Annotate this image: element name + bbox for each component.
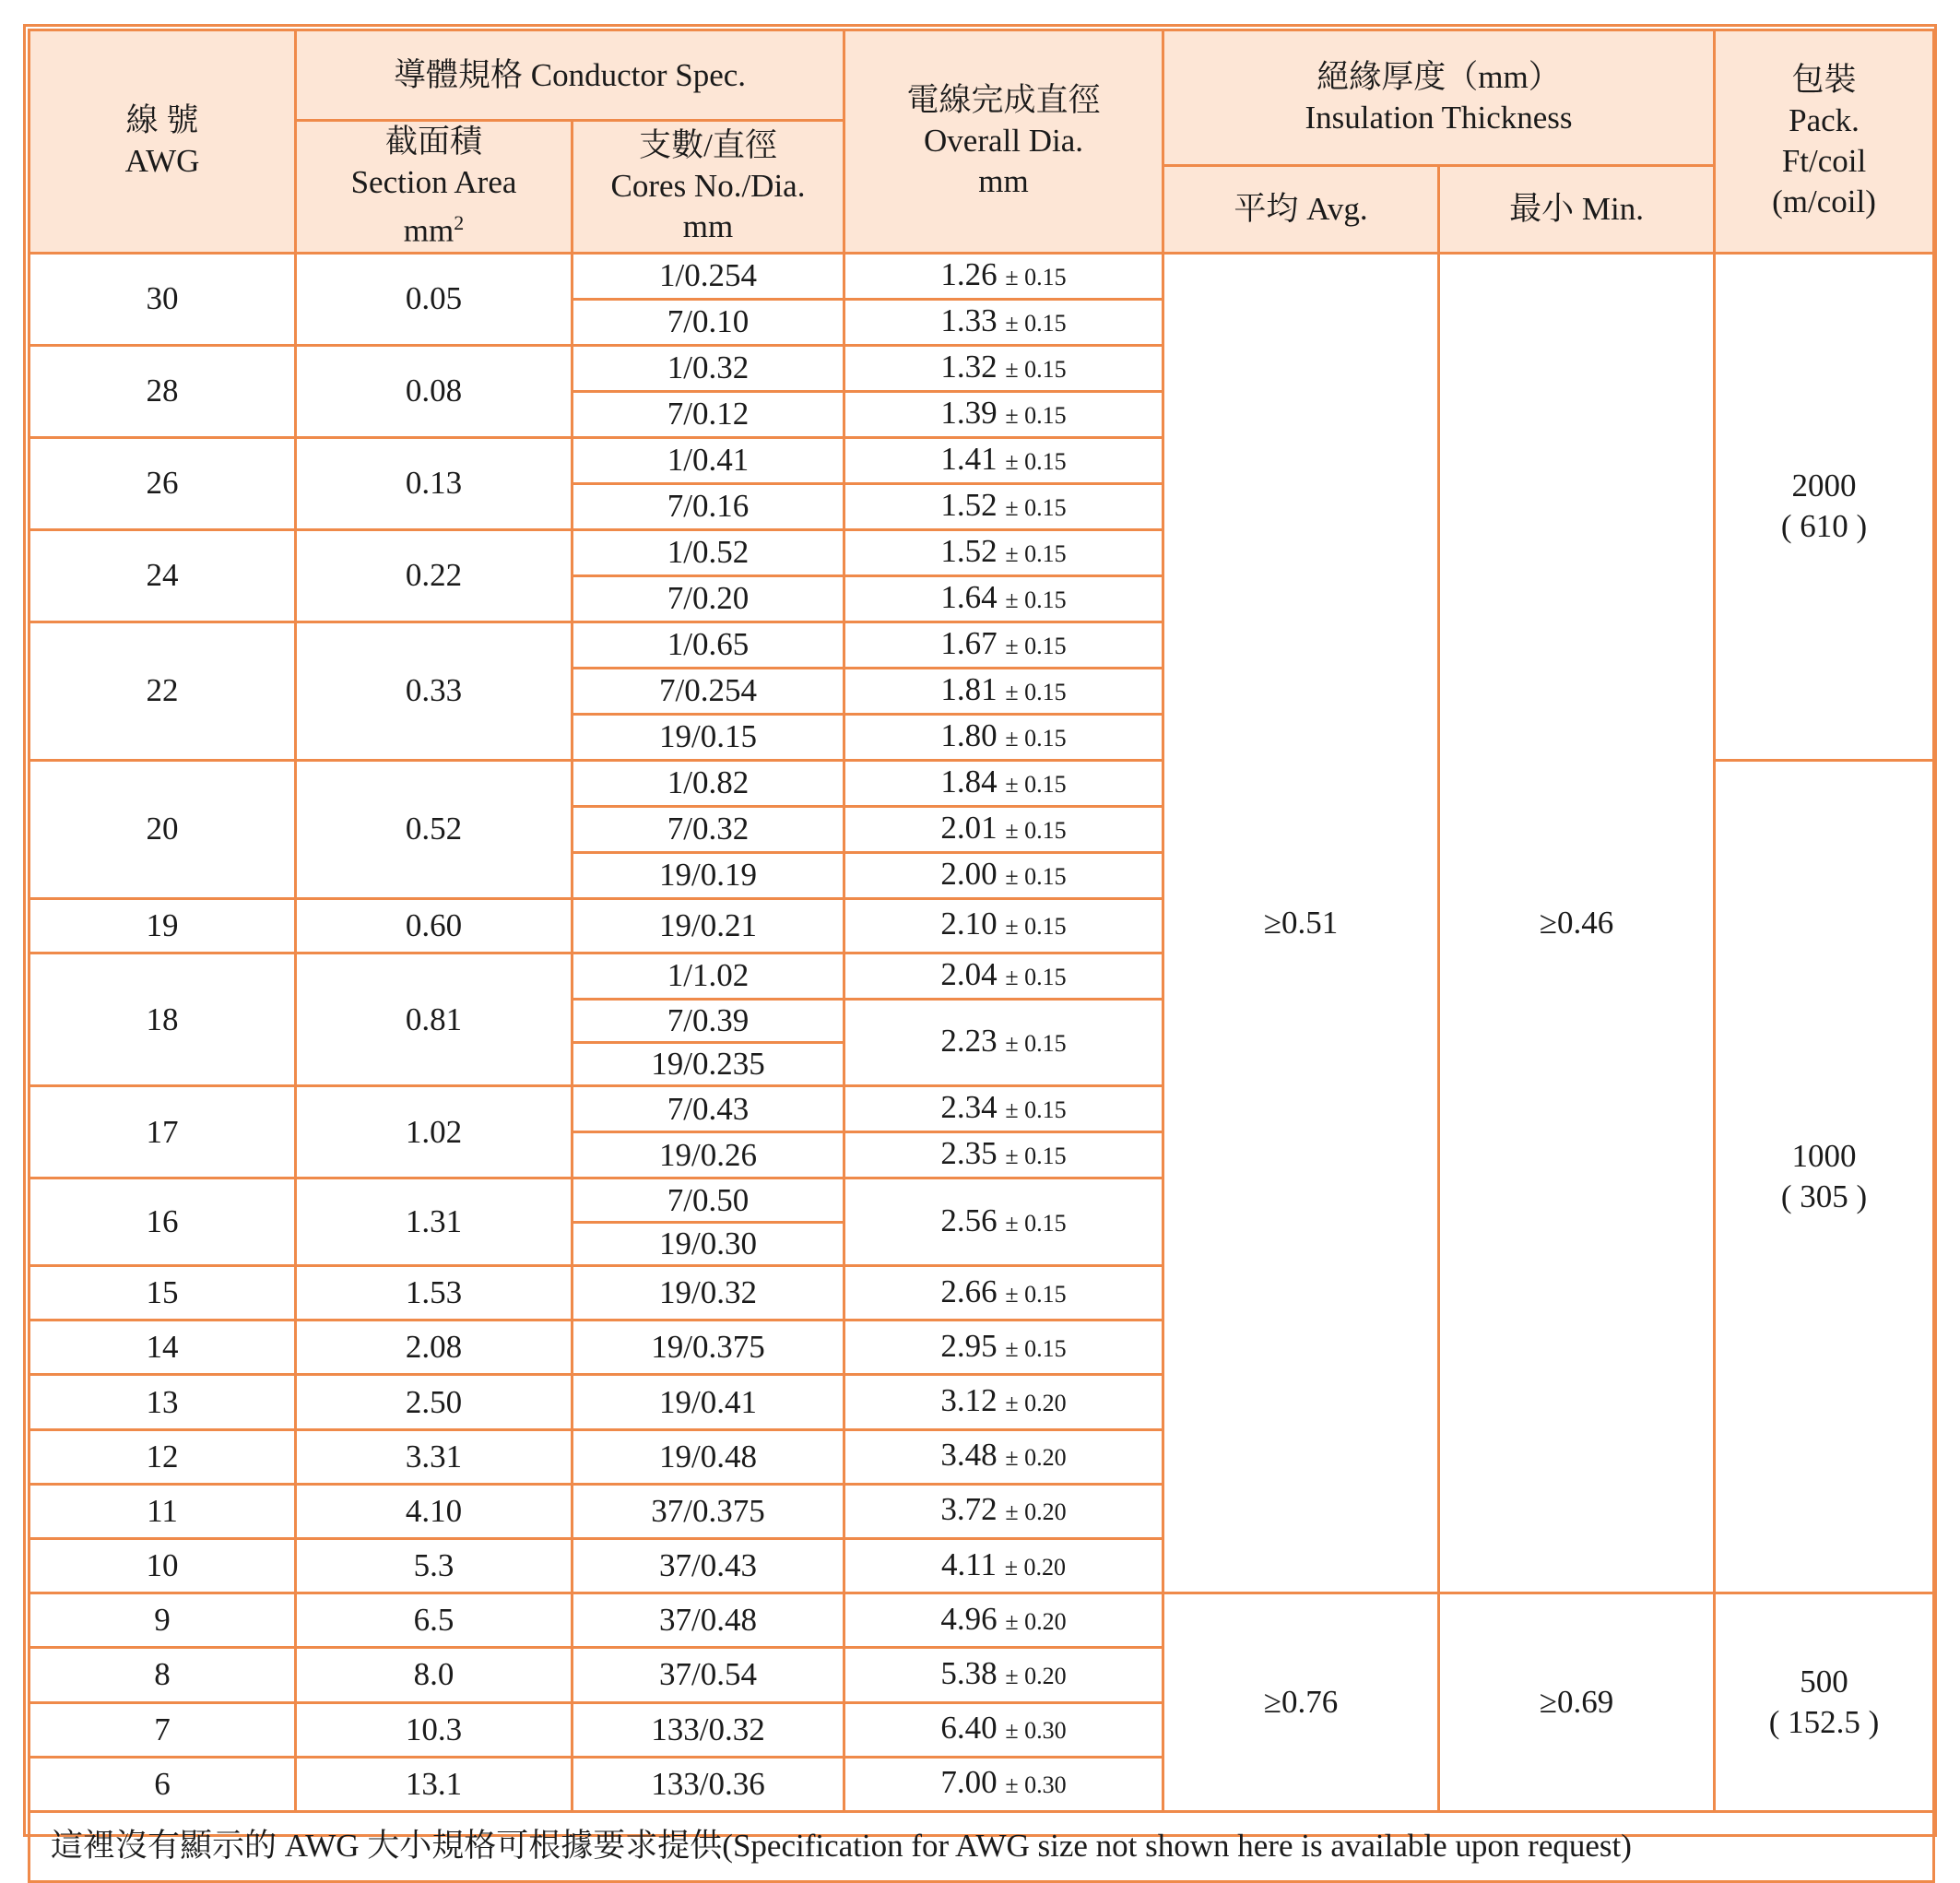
table-row: [30, 1593, 1934, 1648]
overall-dia-cell: 4.96 ± 0.20: [844, 1593, 1163, 1648]
insulation-min-cell: ≥0.69: [1439, 1593, 1715, 1812]
awg-cell: 15: [30, 1266, 296, 1320]
overall-dia-cell: 3.72 ± 0.20: [844, 1484, 1163, 1538]
awg-cell: 22: [30, 622, 296, 760]
overall-dia-cell: 6.40 ± 0.30: [844, 1702, 1163, 1757]
insulation-min-header: 最小 Min.: [1439, 166, 1715, 253]
awg-cell: 20: [30, 760, 296, 898]
cores-dia-cell: 7/0.43: [573, 1086, 844, 1132]
cores-dia-cell: 7/0.12: [573, 391, 844, 437]
cores-dia-cell: 7/0.10: [573, 299, 844, 345]
awg-cell: 28: [30, 345, 296, 437]
awg-cell: 24: [30, 529, 296, 622]
cores-dia-cell: 1/1.02: [573, 953, 844, 999]
awg-cell: 12: [30, 1429, 296, 1484]
awg-header: 線 號 AWG: [30, 30, 296, 254]
section-area-header: 截面積 Section Area $mm^2$: [296, 121, 573, 254]
overall-dia-cell: 4.11 ± 0.20: [844, 1538, 1163, 1593]
overall-dia-cell: 2.95 ± 0.15: [844, 1320, 1163, 1375]
awg-cell: 8: [30, 1648, 296, 1702]
section-area-cell: 0.52: [296, 760, 573, 898]
cores-dia-cell: 7/0.20: [573, 575, 844, 622]
section-area-cell: 0.81: [296, 953, 573, 1086]
awg-cell: 17: [30, 1086, 296, 1178]
cores-dia-cell: 19/0.32: [573, 1266, 844, 1320]
section-area-cell: 10.3: [296, 1702, 573, 1757]
cores-dia-cell: 19/0.21: [573, 898, 844, 953]
overall-dia-cell: 1.26 ± 0.15: [844, 253, 1163, 299]
section-area-cell: 8.0: [296, 1648, 573, 1702]
awg-cell: 14: [30, 1320, 296, 1375]
cores-dia-cell: 7/0.254: [573, 668, 844, 714]
insulation-avg-header: 平均 Avg.: [1163, 166, 1439, 253]
overall-dia-cell: 2.04 ± 0.15: [844, 953, 1163, 999]
cores-dia-header: 支數/直徑 Cores No./Dia. mm: [573, 121, 844, 254]
insulation-avg-cell: ≥0.76: [1163, 1593, 1439, 1812]
footnote: 這裡沒有顯示的 AWG 大小規格可根據要求提供(Specification for AWG size not shown here is available upon request): [30, 1811, 1934, 1881]
overall-dia-cell: 2.00 ± 0.15: [844, 852, 1163, 898]
section-area-cell: 0.05: [296, 253, 573, 345]
overall-dia-cell: 1.80 ± 0.15: [844, 714, 1163, 760]
cores-dia-cell: 37/0.375: [573, 1484, 844, 1538]
cores-dia-cell: 1/0.82: [573, 760, 844, 806]
cores-dia-cell: 1/0.41: [573, 437, 844, 483]
awg-cell: 16: [30, 1178, 296, 1266]
section-area-cell: 5.3: [296, 1538, 573, 1593]
awg-cell: 30: [30, 253, 296, 345]
insulation-thickness-header: 絕緣厚度（mm） Insulation Thickness: [1163, 30, 1715, 166]
cores-dia-cell: 7/0.16: [573, 483, 844, 529]
section-area-cell: 0.08: [296, 345, 573, 437]
awg-cell: 9: [30, 1593, 296, 1648]
cores-dia-cell: 1/0.65: [573, 622, 844, 668]
overall-dia-cell: 1.33 ± 0.15: [844, 299, 1163, 345]
section-area-cell: 2.50: [296, 1375, 573, 1429]
cores-dia-cell: 133/0.32: [573, 1702, 844, 1757]
cores-dia-cell: 1/0.52: [573, 529, 844, 575]
pack-cell: 2000 ( 610 ): [1715, 253, 1934, 760]
awg-cell: 11: [30, 1484, 296, 1538]
cores-dia-cell: 37/0.48: [573, 1593, 844, 1648]
overall-dia-cell: 1.52 ± 0.15: [844, 483, 1163, 529]
awg-cell: 26: [30, 437, 296, 529]
awg-cell: 7: [30, 1702, 296, 1757]
cores-dia-cell: 19/0.19: [573, 852, 844, 898]
cores-dia-cell: 37/0.54: [573, 1648, 844, 1702]
overall-dia-cell: 7.00 ± 0.30: [844, 1757, 1163, 1811]
table-row: [30, 253, 1934, 299]
section-area-cell: 3.31: [296, 1429, 573, 1484]
pack-cell: 500 ( 152.5 ): [1715, 1593, 1934, 1812]
section-area-cell: 1.02: [296, 1086, 573, 1178]
section-area-cell: 0.13: [296, 437, 573, 529]
section-area-cell: 1.53: [296, 1266, 573, 1320]
overall-dia-cell: 1.67 ± 0.15: [844, 622, 1163, 668]
section-area-cell: 2.08: [296, 1320, 573, 1375]
overall-dia-cell: 1.84 ± 0.15: [844, 760, 1163, 806]
insulation-avg-cell: ≥0.51: [1163, 253, 1439, 1593]
overall-dia-cell: 1.39 ± 0.15: [844, 391, 1163, 437]
awg-spec-table: [28, 29, 1935, 1883]
cores-dia-cell: 19/0.30: [573, 1222, 844, 1265]
section-area-cell: 0.60: [296, 898, 573, 953]
overall-dia-cell: 2.66 ± 0.15: [844, 1266, 1163, 1320]
overall-dia-cell: 3.12 ± 0.20: [844, 1375, 1163, 1429]
overall-dia-cell: 2.35 ± 0.15: [844, 1132, 1163, 1178]
pack-cell: 1000 ( 305 ): [1715, 760, 1934, 1593]
cores-dia-cell: 19/0.375: [573, 1320, 844, 1375]
overall-dia-cell: 2.23 ± 0.15: [844, 999, 1163, 1086]
insulation-min-cell: ≥0.46: [1439, 253, 1715, 1593]
section-area-cell: 0.33: [296, 622, 573, 760]
overall-dia-cell: 1.52 ± 0.15: [844, 529, 1163, 575]
overall-dia-header: 電線完成直徑 Overall Dia. mm: [844, 30, 1163, 254]
cores-dia-cell: 7/0.50: [573, 1178, 844, 1222]
cores-dia-cell: 1/0.32: [573, 345, 844, 391]
awg-cell: 13: [30, 1375, 296, 1429]
pack-header: 包裝 Pack. Ft/coil (m/coil): [1715, 30, 1934, 254]
cores-dia-cell: 7/0.39: [573, 999, 844, 1042]
awg-cell: 18: [30, 953, 296, 1086]
overall-dia-cell: 2.34 ± 0.15: [844, 1086, 1163, 1132]
overall-dia-cell: 2.01 ± 0.15: [844, 806, 1163, 852]
cores-dia-cell: 19/0.235: [573, 1043, 844, 1086]
overall-dia-cell: 1.64 ± 0.15: [844, 575, 1163, 622]
section-area-cell: 4.10: [296, 1484, 573, 1538]
cores-dia-cell: 37/0.43: [573, 1538, 844, 1593]
awg-cell: 10: [30, 1538, 296, 1593]
conductor-spec-header: 導體規格 Conductor Spec.: [296, 30, 844, 121]
cores-dia-cell: 19/0.26: [573, 1132, 844, 1178]
overall-dia-cell: 1.41 ± 0.15: [844, 437, 1163, 483]
cores-dia-cell: 1/0.254: [573, 253, 844, 299]
section-area-cell: 1.31: [296, 1178, 573, 1266]
overall-dia-cell: 1.32 ± 0.15: [844, 345, 1163, 391]
awg-cell: 6: [30, 1757, 296, 1811]
overall-dia-cell: 2.10 ± 0.15: [844, 898, 1163, 953]
cores-dia-cell: 19/0.15: [573, 714, 844, 760]
cores-dia-cell: 133/0.36: [573, 1757, 844, 1811]
awg-cell: 19: [30, 898, 296, 953]
overall-dia-cell: 3.48 ± 0.20: [844, 1429, 1163, 1484]
section-area-cell: 0.22: [296, 529, 573, 622]
overall-dia-cell: 1.81 ± 0.15: [844, 668, 1163, 714]
section-area-cell: 13.1: [296, 1757, 573, 1811]
cores-dia-cell: 19/0.48: [573, 1429, 844, 1484]
overall-dia-cell: 2.56 ± 0.15: [844, 1178, 1163, 1266]
section-area-cell: 6.5: [296, 1593, 573, 1648]
overall-dia-cell: 5.38 ± 0.20: [844, 1648, 1163, 1702]
cores-dia-cell: 19/0.41: [573, 1375, 844, 1429]
cores-dia-cell: 7/0.32: [573, 806, 844, 852]
